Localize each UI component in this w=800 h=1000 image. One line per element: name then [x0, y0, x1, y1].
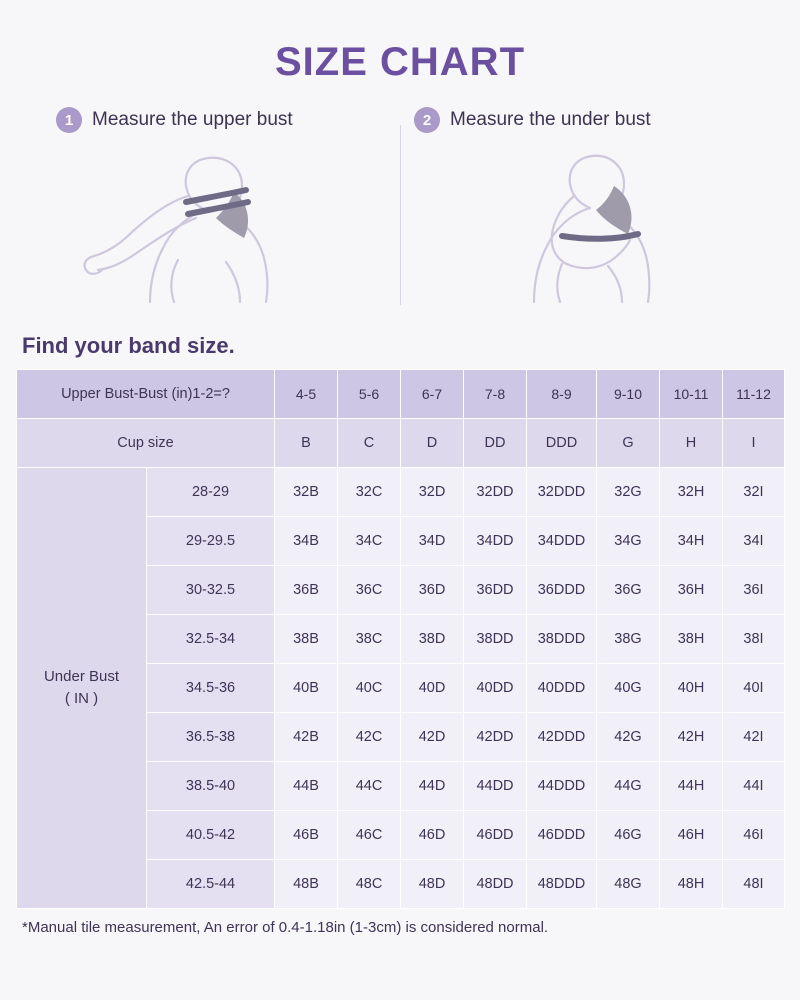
cup-size-value: D [401, 419, 464, 468]
size-cell: 36G [597, 566, 660, 615]
page-title: SIZE CHART [275, 40, 525, 84]
size-cell: 34I [723, 517, 785, 566]
size-cell: 36I [723, 566, 785, 615]
header-value: 8-9 [527, 370, 597, 419]
step-label: Measure the upper bust [92, 109, 293, 130]
header-value: 10-11 [660, 370, 723, 419]
size-cell: 34G [597, 517, 660, 566]
size-cell: 36B [275, 566, 338, 615]
size-cell: 40DD [464, 664, 527, 713]
size-cell: 34C [338, 517, 401, 566]
band-range: 42.5-44 [147, 860, 275, 909]
size-cell: 46I [723, 811, 785, 860]
size-cell: 40C [338, 664, 401, 713]
cup-size-value: DDD [527, 419, 597, 468]
size-cell: 32I [723, 468, 785, 517]
size-cell: 38DD [464, 615, 527, 664]
cup-size-value: DD [464, 419, 527, 468]
size-cell: 44B [275, 762, 338, 811]
step-under-bust [400, 99, 784, 319]
size-cell: 46DDD [527, 811, 597, 860]
table-row-header [17, 370, 785, 419]
cup-size-value: I [723, 419, 785, 468]
footnote: *Manual tile measurement, An error of 0.4-1.18in (1-3cm) is considered normal. [22, 919, 549, 936]
size-cell: 44DD [464, 762, 527, 811]
size-cell: 46H [660, 811, 723, 860]
size-cell: 42C [338, 713, 401, 762]
size-cell: 38DDD [527, 615, 597, 664]
step-header [16, 107, 400, 133]
band-range: 29-29.5 [147, 517, 275, 566]
measurement-steps [16, 99, 784, 319]
size-cell: 36C [338, 566, 401, 615]
section-title: Find your band size. [22, 333, 235, 358]
under-bust-side-label-line2: ( IN ) [64, 690, 99, 707]
band-range: 36.5-38 [147, 713, 275, 762]
band-range: 32.5-34 [147, 615, 275, 664]
band-range: 40.5-42 [147, 811, 275, 860]
size-cell: 34DD [464, 517, 527, 566]
cup-size-value: H [660, 419, 723, 468]
band-range: 38.5-40 [147, 762, 275, 811]
step-number-badge: 1 [56, 107, 82, 133]
header-label: Upper Bust-Bust (in)1-2=? [17, 370, 275, 419]
size-cell: 38I [723, 615, 785, 664]
table-row [17, 468, 785, 517]
size-cell: 48DDD [527, 860, 597, 909]
step-label: Measure the under bust [450, 109, 651, 130]
size-cell: 44DDD [527, 762, 597, 811]
header-value: 5-6 [338, 370, 401, 419]
size-cell: 42DD [464, 713, 527, 762]
size-cell: 48G [597, 860, 660, 909]
size-cell: 34H [660, 517, 723, 566]
size-cell: 32D [401, 468, 464, 517]
size-cell: 48H [660, 860, 723, 909]
table-row-cup [17, 419, 785, 468]
size-cell: 40H [660, 664, 723, 713]
size-cell: 44C [338, 762, 401, 811]
under-bust-illustration [400, 137, 784, 307]
size-cell: 46DD [464, 811, 527, 860]
size-cell: 44G [597, 762, 660, 811]
size-cell: 40DDD [527, 664, 597, 713]
size-cell: 42I [723, 713, 785, 762]
size-cell: 46D [401, 811, 464, 860]
size-cell: 46C [338, 811, 401, 860]
size-cell: 38C [338, 615, 401, 664]
size-cell: 38D [401, 615, 464, 664]
size-cell: 32B [275, 468, 338, 517]
step-number-badge: 2 [414, 107, 440, 133]
size-cell: 34B [275, 517, 338, 566]
size-cell: 46G [597, 811, 660, 860]
band-range: 34.5-36 [147, 664, 275, 713]
step-upper-bust [16, 99, 400, 319]
header-value: 6-7 [401, 370, 464, 419]
band-range: 28-29 [147, 468, 275, 517]
size-cell: 44I [723, 762, 785, 811]
cup-size-value: G [597, 419, 660, 468]
under-bust-side-label [17, 468, 147, 909]
size-cell: 36D [401, 566, 464, 615]
upper-bust-illustration [16, 137, 400, 307]
size-cell: 48B [275, 860, 338, 909]
size-cell: 40D [401, 664, 464, 713]
size-cell: 36H [660, 566, 723, 615]
size-cell: 32H [660, 468, 723, 517]
size-cell: 38B [275, 615, 338, 664]
size-cell: 42DDD [527, 713, 597, 762]
size-cell: 42H [660, 713, 723, 762]
size-cell: 48I [723, 860, 785, 909]
under-bust-side-label-line1: Under Bust [43, 667, 120, 685]
size-cell: 44D [401, 762, 464, 811]
size-cell: 32DD [464, 468, 527, 517]
size-cell: 48D [401, 860, 464, 909]
size-cell: 36DDD [527, 566, 597, 615]
size-table [16, 369, 785, 909]
size-cell: 44H [660, 762, 723, 811]
size-cell: 42B [275, 713, 338, 762]
size-cell: 42D [401, 713, 464, 762]
step-header [400, 107, 784, 133]
size-cell: 40G [597, 664, 660, 713]
header-value: 7-8 [464, 370, 527, 419]
size-cell: 36DD [464, 566, 527, 615]
cup-size-value: C [338, 419, 401, 468]
size-cell: 40B [275, 664, 338, 713]
cup-size-value: B [275, 419, 338, 468]
size-cell: 38H [660, 615, 723, 664]
size-cell: 34DDD [527, 517, 597, 566]
size-cell: 46B [275, 811, 338, 860]
size-cell: 42G [597, 713, 660, 762]
size-cell: 38G [597, 615, 660, 664]
size-cell: 34D [401, 517, 464, 566]
cup-size-label: Cup size [17, 419, 275, 468]
header-value: 11-12 [723, 370, 785, 419]
size-cell: 48C [338, 860, 401, 909]
size-cell: 32DDD [527, 468, 597, 517]
header-value: 4-5 [275, 370, 338, 419]
size-cell: 32G [597, 468, 660, 517]
size-cell: 32C [338, 468, 401, 517]
band-range: 30-32.5 [147, 566, 275, 615]
header-value: 9-10 [597, 370, 660, 419]
size-cell: 40I [723, 664, 785, 713]
size-cell: 48DD [464, 860, 527, 909]
